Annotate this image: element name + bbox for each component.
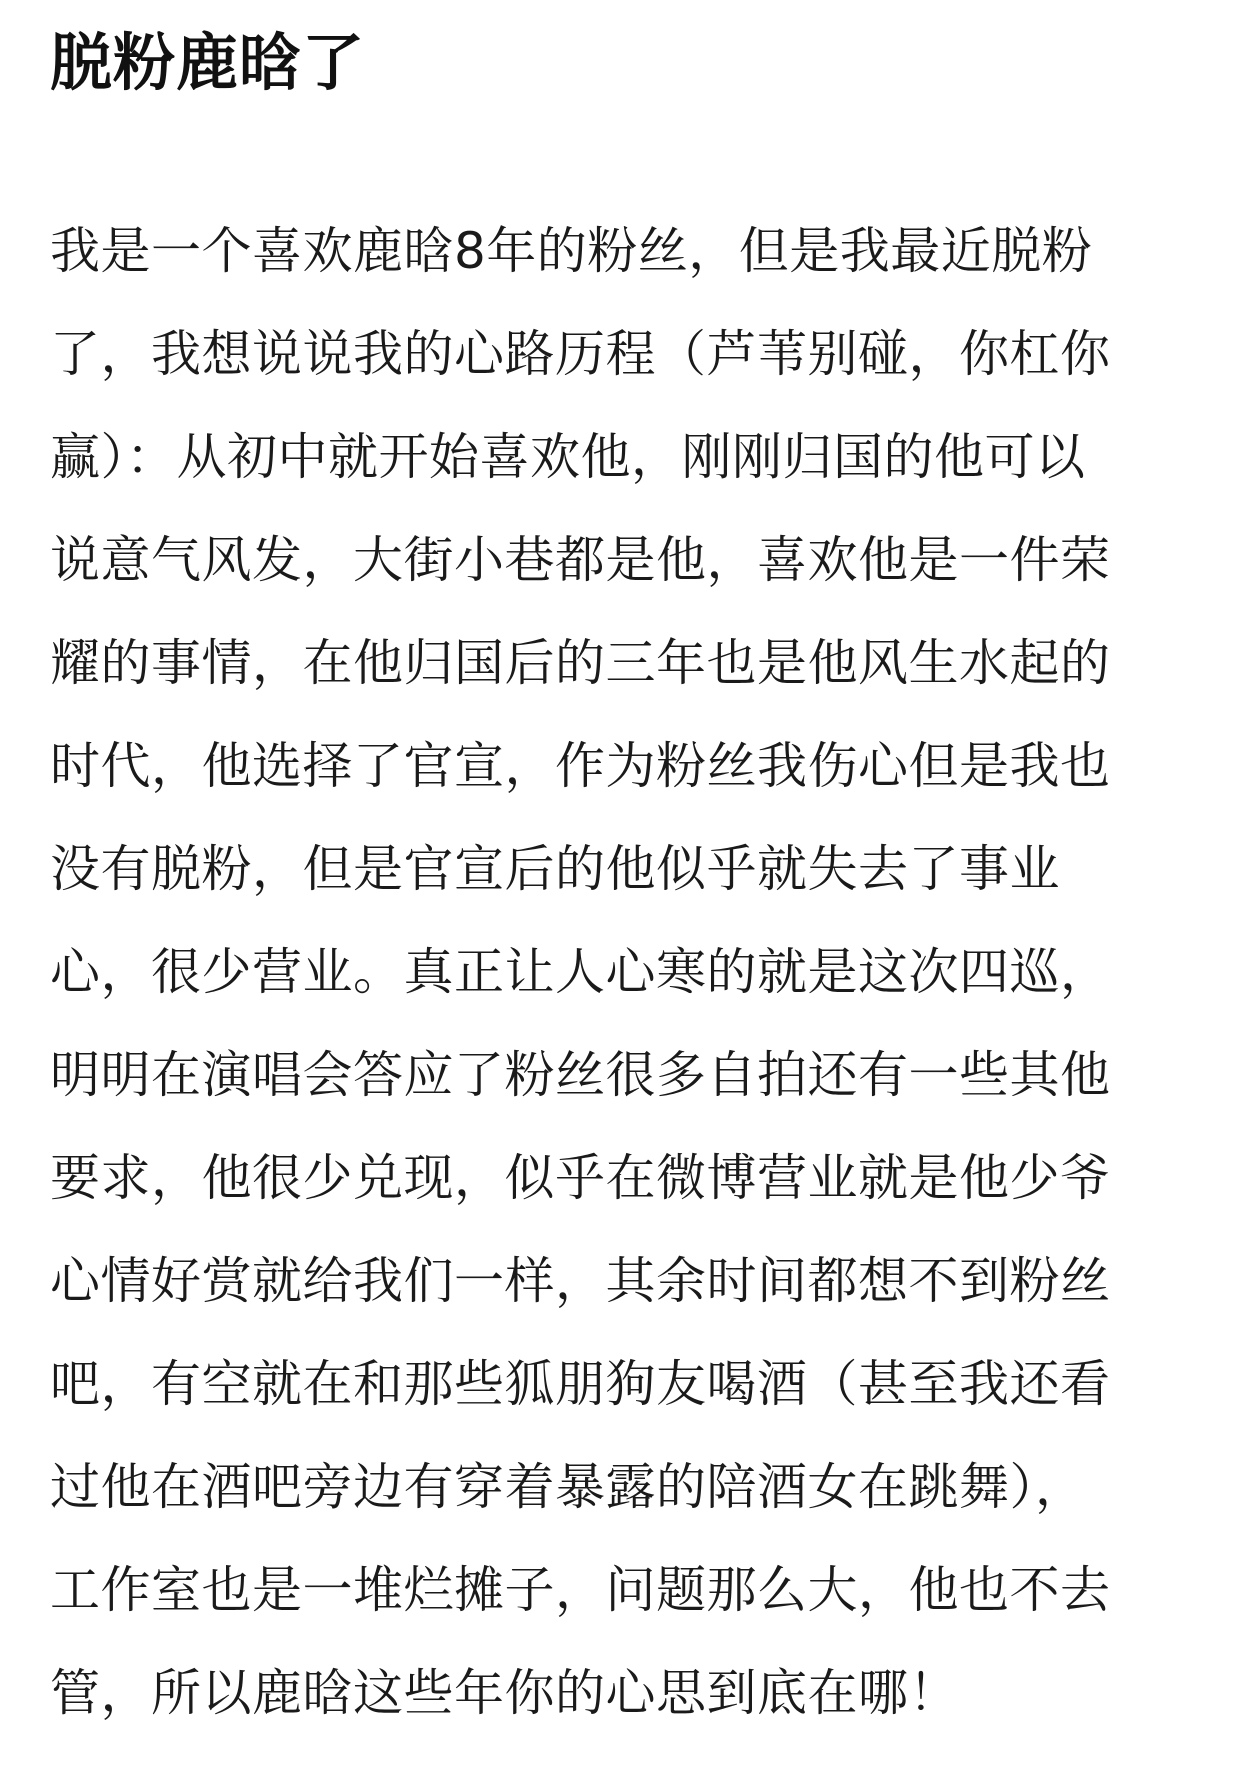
body-line: 赢）：从初中就开始喜欢他，刚刚归国的他可以 [50, 428, 1086, 487]
body-line: 管，所以鹿晗这些年你的心思到底在哪！ [50, 1664, 959, 1723]
post-body [50, 200, 1210, 1745]
body-line: 心情好赏就给我们一样，其余时间都想不到粉丝 [50, 1252, 1111, 1311]
body-line: 说意气风发，大街小巷都是他，喜欢他是一件荣 [50, 531, 1111, 590]
body-line: 要求，他很少兑现，似乎在微博营业就是他少爷 [50, 1149, 1111, 1208]
body-line: 了，我想说说我的心路历程（芦苇别碰，你杠你 [50, 325, 1111, 384]
post-title: 脱粉鹿晗了 [50, 26, 366, 99]
body-line: 吧，有空就在和那些狐朋狗友喝酒（甚至我还看 [50, 1355, 1111, 1414]
body-line: 时代，他选择了官宣，作为粉丝我伤心但是我也 [50, 737, 1111, 796]
body-line: 心，很少营业。真正让人心寒的就是这次四巡， [50, 943, 1111, 1002]
body-line: 工作室也是一堆烂摊子，问题那么大，他也不去 [50, 1561, 1111, 1620]
body-line: 过他在酒吧旁边有穿着暴露的陪酒女在跳舞）， [50, 1458, 1086, 1517]
body-line: 我是一个喜欢鹿晗8年的粉丝，但是我最近脱粉 [50, 222, 1093, 281]
body-line: 明明在演唱会答应了粉丝很多自拍还有一些其他 [50, 1046, 1111, 1105]
body-line: 耀的事情，在他归国后的三年也是他风生水起的 [50, 634, 1111, 693]
body-line: 没有脱粉，但是官宣后的他似乎就失去了事业 [50, 840, 1060, 899]
